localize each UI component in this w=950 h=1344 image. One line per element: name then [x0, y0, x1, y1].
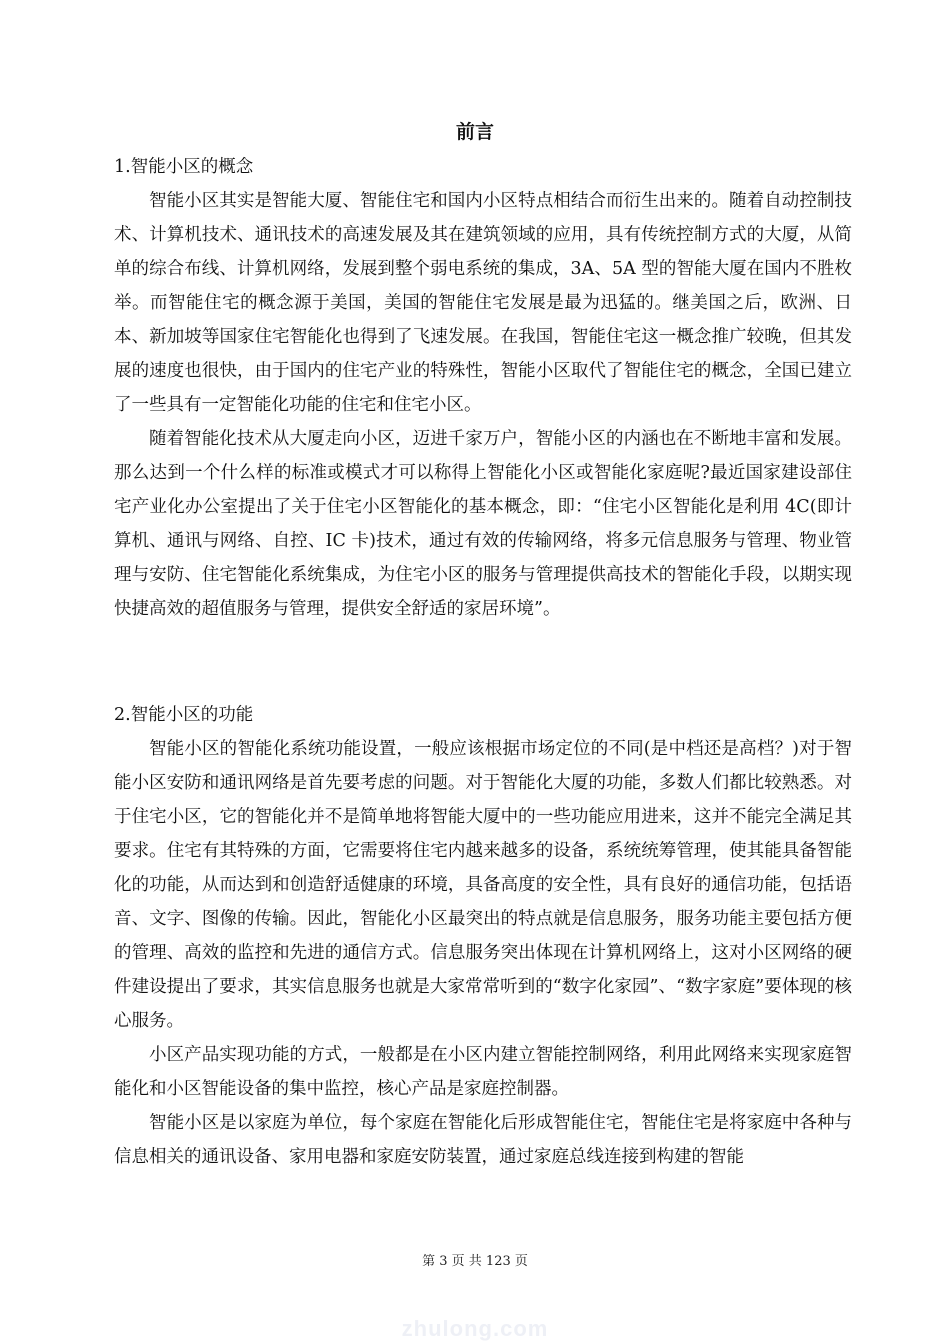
paragraph: 智能小区是以家庭为单位，每个家庭在智能化后形成智能住宅，智能住宅是将家庭中各种与信息相关的通讯设备、家用电器和家庭安防装置，通过家庭总线连接到构建的智能 [114, 1113, 852, 1167]
section-heading-function: 2.智能小区的功能 [114, 705, 254, 725]
section-concept [114, 150, 852, 626]
paragraph: 智能小区其实是智能大厦、智能住宅和国内小区特点相结合而衍生出来的。随着自动控制技术、计算机技术、通讯技术的高速发展及其在建筑领域的应用，具有传统控制方式的大厦，从简单的综合布线、计算机网络，发展到整个弱电系统的集成，3A、5A 型的智能大厦在国内不胜枚举。而智能住宅的概念源于美国，美国的智能住宅发展是最为迅猛的。继美国之后，欧洲、日本、新加坡等国家住宅智能化也得到了飞速发展。在我国，智能住宅这一概念推广较晚，但其发展的速度也很快，由于国内的住宅产业的特殊性，智能小区取代了智能住宅的概念，全国已建立了一些具有一定智能化功能的住宅和住宅小区。 [114, 191, 852, 415]
paragraph: 智能小区的智能化系统功能设置，一般应该根据市场定位的不同(是中档还是高档？)对于智能小区安防和通讯网络是首先要考虑的问题。对于智能化大厦的功能，多数人们都比较熟悉。对于住宅小区，它的智能化并不是简单地将智能大厦中的一些功能应用进来，这并不能完全满足其要求。住宅有其特殊的方面，它需要将住宅内越来越多的设备，系统统筹管理，使其能具备智能化的功能，从而达到和创造舒适健康的环境，具备高度的安全性，具有良好的通信功能，包括语音、文字、图像的传输。因此，智能化小区最突出的特点就是信息服务，服务功能主要包括方便的管理、高效的监控和先进的通信方式。信息服务突出体现在计算机网络上，这对小区网络的硬件建设提出了要求，其实信息服务也就是大家常常听到的“数字化家园”、“数字家庭”要体现的核心服务。 [114, 739, 852, 1031]
section-heading-concept: 1.智能小区的概念 [114, 157, 254, 177]
watermark: zhulong.com [401, 1316, 549, 1341]
page-number-footer: 第 3 页 共 123 页 [422, 1254, 528, 1269]
paragraph: 随着智能化技术从大厦走向小区，迈进千家万户，智能小区的内涵也在不断地丰富和发展。那么达到一个什么样的标准或模式才可以称得上智能化小区或智能化家庭呢?最近国家建设部住宅产业化办公室提出了关于住宅小区智能化的基本概念，即：“住宅小区智能化是利用 4C(即计算机、通讯与网络、自控、IC 卡)技术，通过有效的传输网络，将多元信息服务与管理、物业管理与安防、住宅智能化系统集成，为住宅小区的服务与管理提供高技术的智能化手段，以期实现快捷高效的超值服务与管理，提供安全舒适的家居环境”。 [114, 429, 852, 619]
section-function [114, 698, 852, 1174]
paragraph: 小区产品实现功能的方式，一般都是在小区内建立智能控制网络，利用此网络来实现家庭智能化和小区智能设备的集中监控，核心产品是家庭控制器。 [114, 1045, 852, 1099]
page-title: 前言 [455, 121, 494, 143]
